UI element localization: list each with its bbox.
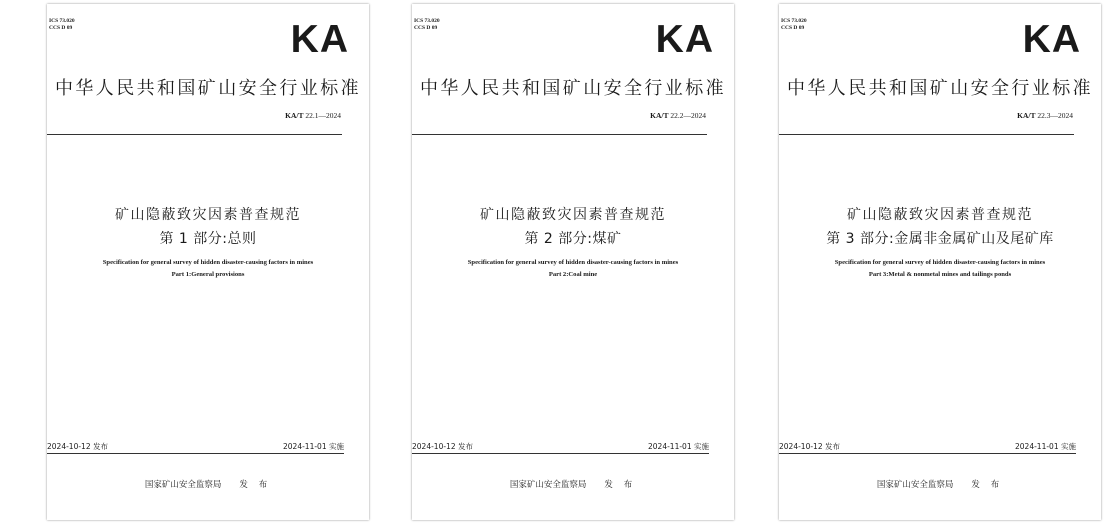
footer-divider	[47, 453, 344, 454]
standard-cover-part-1	[47, 4, 369, 520]
standard-code: KA/T	[650, 111, 669, 120]
title-chinese-line1: 矿山隐蔽致灾因素普查规范	[480, 207, 666, 223]
implement-date: 2024-11-01 实施	[1015, 442, 1076, 451]
publisher-name: 国家矿山安全监察局	[876, 480, 954, 490]
standard-category-name: 中华人民共和国矿山安全行业标准	[787, 78, 1093, 99]
standard-code: KA/T	[1017, 111, 1036, 120]
standard-number-value: 22.3—2024	[1037, 111, 1073, 120]
ics-code: ICS 73.020	[781, 18, 807, 24]
classification-codes	[49, 18, 75, 31]
header-divider	[47, 134, 342, 135]
classification-codes	[781, 18, 807, 31]
publish-label: 发 布	[604, 480, 637, 490]
footer-divider	[779, 453, 1076, 454]
standard-category-name: 中华人民共和国矿山安全行业标准	[420, 78, 726, 99]
ka-logo: KA	[290, 18, 349, 61]
publisher	[779, 478, 1101, 490]
standard-number-value: 22.1—2024	[305, 111, 341, 120]
publisher-name: 国家矿山安全监察局	[509, 480, 587, 490]
title-chinese-line1: 矿山隐蔽致灾因素普查规范	[115, 207, 301, 223]
publisher-name: 国家矿山安全监察局	[144, 480, 222, 490]
title-english-line2: Part 2:Coal mine	[548, 271, 598, 278]
ka-logo: KA	[655, 18, 714, 61]
ccs-code: CCS D 09	[414, 24, 438, 31]
ka-logo: KA	[1022, 18, 1081, 61]
standard-code: KA/T	[285, 111, 304, 120]
standard-number	[650, 111, 706, 120]
standard-number-value: 22.2—2024	[670, 111, 706, 120]
publish-date: 2024-10-12 发布	[47, 442, 108, 451]
classification-codes	[414, 18, 440, 31]
publish-date: 2024-10-12 发布	[779, 442, 840, 451]
ccs-code: CCS D 09	[781, 24, 805, 31]
title-english-line2: Part 3:Metal & nonmetal mines and tailings ponds	[868, 271, 1012, 278]
publish-date: 2024-10-12 发布	[412, 442, 473, 451]
title-english-line1: Specification for general survey of hidden disaster-causing factors in mines	[834, 259, 1046, 266]
footer-divider	[412, 453, 709, 454]
standard-cover-part-3	[779, 4, 1101, 520]
standard-number	[285, 111, 341, 120]
title-english-line1: Specification for general survey of hidden disaster-causing factors in mines	[467, 259, 679, 266]
title-chinese-line2: 第 1 部分:总则	[159, 231, 257, 247]
ics-code: ICS 73.020	[414, 18, 440, 24]
publish-label: 发 布	[239, 480, 272, 490]
publish-label: 发 布	[971, 480, 1004, 490]
implement-date: 2024-11-01 实施	[283, 442, 344, 451]
ccs-code: CCS D 09	[49, 24, 73, 31]
title-english-line1: Specification for general survey of hidden disaster-causing factors in mines	[102, 259, 314, 266]
publisher	[47, 478, 369, 490]
title-english-line2: Part 1:General provisions	[171, 271, 245, 278]
standard-number	[1017, 111, 1073, 120]
title-chinese-line2: 第 2 部分:煤矿	[524, 231, 622, 247]
title-chinese-line1: 矿山隐蔽致灾因素普查规范	[847, 207, 1033, 223]
standard-cover-part-2	[412, 4, 734, 520]
title-chinese-line2: 第 3 部分:金属非金属矿山及尾矿库	[826, 231, 1054, 247]
publisher	[412, 478, 734, 490]
header-divider	[412, 134, 707, 135]
header-divider	[779, 134, 1074, 135]
ics-code: ICS 73.020	[49, 18, 75, 24]
implement-date: 2024-11-01 实施	[648, 442, 709, 451]
standard-category-name: 中华人民共和国矿山安全行业标准	[55, 78, 361, 99]
